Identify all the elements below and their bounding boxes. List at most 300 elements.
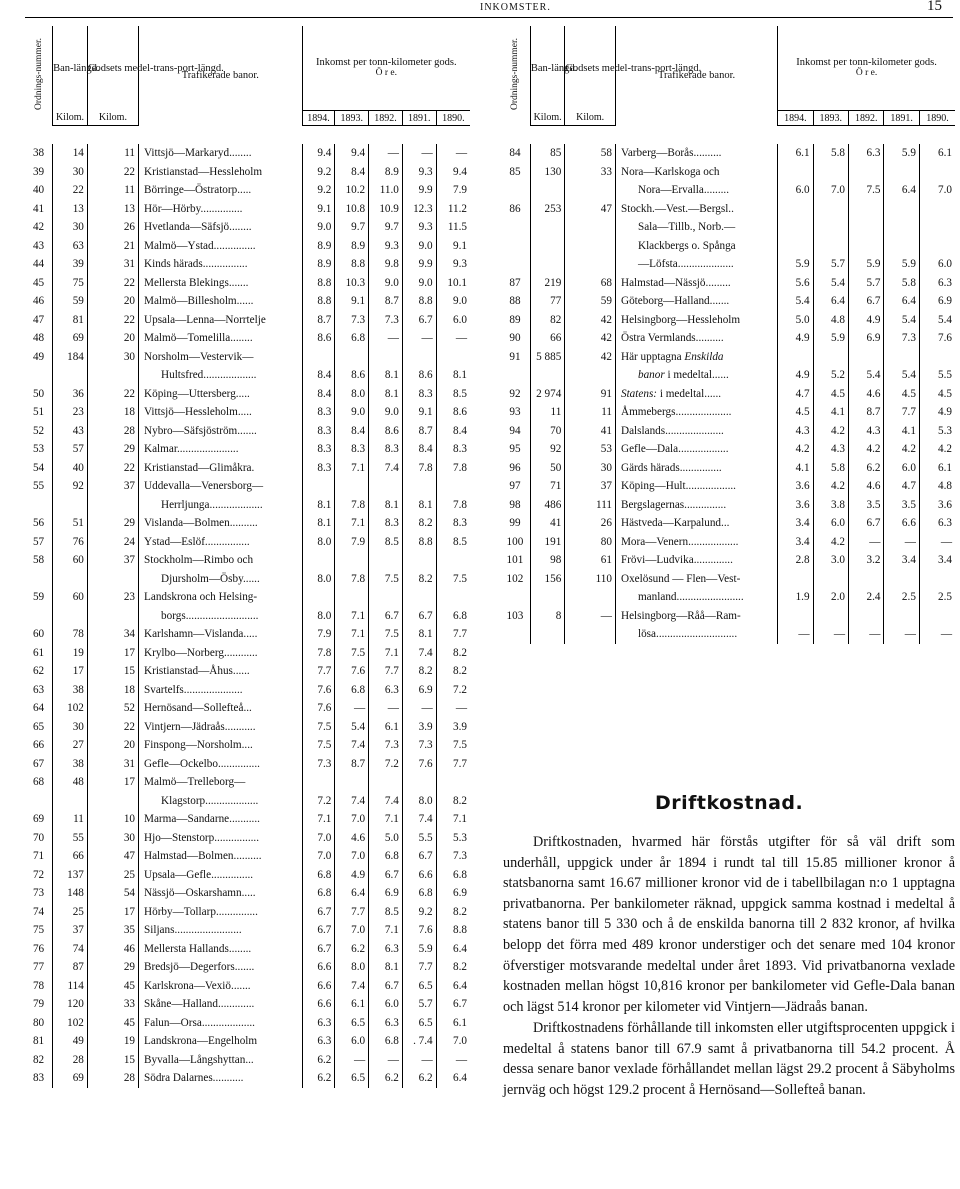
table-row [500, 144, 955, 163]
table-row [25, 440, 470, 459]
row-transport-length: 53 [565, 440, 616, 459]
leader-dots: .......... [695, 332, 724, 344]
row-transport-length: 19 [87, 1032, 138, 1051]
row-value-1893: 9.4 [335, 144, 369, 163]
leader-dots: ................ [214, 831, 259, 844]
leader-dots: ... [721, 517, 730, 529]
railway-name-text: Landskrona och Helsing- [144, 591, 258, 603]
col-inkomst-header: Inkomst per tonn-kilometer gods. Ö r e. [302, 26, 470, 111]
row-transport-length [565, 366, 616, 385]
row-ban-length [53, 496, 88, 515]
row-value-1894: 8.3 [302, 422, 335, 441]
leader-dots: ................... [203, 369, 257, 381]
row-ban-length: 30 [53, 163, 88, 182]
leader-dots: ........ [230, 332, 253, 344]
year-header: 1892. [369, 111, 403, 126]
row-value-1894: 6.0 [778, 181, 813, 200]
row-value-1894: 4.3 [778, 422, 813, 441]
railway-name-text: Hultsfred [161, 369, 204, 381]
row-number: 89 [509, 313, 521, 326]
row-value-1890: 5.5 [919, 366, 955, 385]
row-ban-length [530, 625, 564, 644]
row-railway-name [615, 144, 777, 163]
row-value-1890: — [436, 329, 470, 348]
row-railway-name [139, 237, 303, 256]
row-transport-length [87, 570, 138, 589]
railway-name-text: Kalmar [144, 443, 177, 455]
row-value-1892: 5.9 [849, 255, 884, 274]
row-value-1893: 3.0 [813, 551, 848, 570]
row-transport-length [565, 255, 616, 274]
row-value-1890: 5.3 [919, 422, 955, 441]
row-value-1894: 3.6 [778, 496, 813, 515]
row-value-1890: 8.2 [436, 903, 470, 922]
row-value-1892: 8.7 [849, 403, 884, 422]
table-row [25, 403, 470, 422]
row-value-1892: 8.1 [369, 366, 403, 385]
row-value-1890: 4.2 [919, 440, 955, 459]
railway-name-text: Helsingborg—Hessleholm [620, 313, 741, 326]
railway-name-text: Gärds härads [620, 461, 680, 474]
row-number: 74 [32, 905, 45, 918]
railway-name-text: Nybro—Säfsjöström [144, 424, 238, 437]
row-transport-length [565, 218, 616, 237]
row-value-1891: — [402, 699, 436, 718]
row-railway-name [139, 181, 303, 200]
row-value-1894: 8.0 [302, 533, 335, 552]
row-value-1890 [436, 773, 470, 792]
row-value-1893: 7.1 [335, 625, 369, 644]
row-value-1891: 7.3 [402, 736, 436, 755]
table-row [500, 607, 955, 626]
row-value-1894: 4.9 [778, 366, 813, 385]
row-value-1893: 7.8 [335, 570, 369, 589]
row-railway-name [139, 755, 303, 774]
row-value-1894: 8.9 [302, 255, 335, 274]
row-number: 90 [509, 332, 521, 344]
row-value-1893 [335, 773, 369, 792]
row-railway-name [615, 163, 777, 182]
row-value-1894: 7.3 [302, 755, 335, 774]
row-railway-name [139, 884, 303, 903]
row-number: 97 [509, 480, 521, 492]
row-transport-length: 42 [565, 311, 616, 330]
leader-dots: ............... [213, 239, 256, 252]
railway-name-text: Halmstad—Nässjö [620, 276, 706, 289]
row-value-1894: 8.0 [302, 607, 335, 626]
railway-name-text: Börringe—Östratorp [144, 184, 238, 196]
right-table [500, 26, 955, 644]
railway-name-text: borgs [161, 609, 186, 622]
row-transport-length: 18 [87, 403, 138, 422]
row-value-1893: — [335, 1051, 369, 1070]
row-value-1891: 5.5 [402, 829, 436, 848]
railway-name-text: Malmö—Tomelilla [144, 332, 231, 344]
leader-dots: .................... [677, 258, 734, 270]
table-row [25, 366, 470, 385]
railway-name-text: Klagstorp [161, 794, 206, 807]
table-row [500, 440, 955, 459]
row-ban-length: 43 [53, 422, 88, 441]
railway-name-text: Helsingborg—Råå—Ram- [620, 609, 741, 622]
row-ban-length: 11 [530, 403, 564, 422]
row-value-1891: 6.9 [402, 681, 436, 700]
row-ban-length: 70 [530, 422, 564, 441]
row-value-1893 [813, 237, 848, 256]
table-row [500, 496, 955, 515]
railway-name-text: Gefle—Ockelbo [144, 757, 218, 770]
row-value-1892: 10.9 [369, 200, 403, 219]
row-value-1890: 5.3 [436, 829, 470, 848]
row-railway-name [615, 274, 777, 293]
row-value-1890: 11.2 [436, 200, 470, 219]
row-value-1891: 2.5 [884, 588, 919, 607]
leader-dots: ............... [684, 498, 727, 511]
railway-name-text: Vittsjö—Markaryd [144, 147, 230, 159]
railway-name-text: Köping—Uttersberg [144, 387, 236, 400]
railway-name-text: Herrljunga [161, 498, 210, 511]
table-row [25, 459, 470, 478]
row-value-1893: 8.3 [335, 440, 369, 459]
row-value-1892: 9.0 [369, 403, 403, 422]
row-value-1890: 8.2 [436, 644, 470, 663]
table-row [25, 995, 470, 1014]
row-value-1894: 9.4 [302, 144, 335, 163]
railway-name-text: Göteborg—Halland [620, 295, 710, 307]
table-row [25, 736, 470, 755]
row-ban-length [53, 792, 88, 811]
row-ban-length: 19 [53, 644, 88, 663]
row-transport-length: 22 [87, 274, 138, 293]
italic-word: Enskilda [684, 350, 724, 363]
leader-dots: ......... [703, 184, 730, 196]
row-railway-name [139, 958, 303, 977]
row-ban-length [53, 570, 88, 589]
row-value-1894 [778, 200, 813, 219]
row-value-1893: 6.0 [813, 514, 848, 533]
row-railway-name [139, 163, 303, 182]
row-value-1891: 9.9 [402, 255, 436, 274]
leader-dots: ........... [229, 813, 260, 825]
col-medel-header: Godsets medel-trans-port-längd. [565, 26, 616, 111]
row-value-1890: 8.5 [436, 385, 470, 404]
row-value-1891: 4.7 [884, 477, 919, 496]
row-value-1890: 6.1 [919, 144, 955, 163]
leader-dots: ....... [234, 961, 255, 973]
header-rule [25, 17, 953, 18]
railway-name-text: Gefle—Dala [620, 443, 679, 455]
row-number: 86 [509, 202, 521, 215]
row-transport-length: 25 [87, 866, 138, 885]
row-ban-length: 87 [53, 958, 88, 977]
row-railway-name [615, 348, 777, 367]
table-row [25, 921, 470, 940]
railway-name-text: manland [637, 591, 677, 603]
row-railway-name [139, 644, 303, 663]
row-value-1892: 6.1 [369, 718, 403, 737]
railway-name-text: Oxelösund — Flen—Vest- [620, 572, 741, 585]
row-ban-length: 48 [53, 773, 88, 792]
row-ban-length: 120 [53, 995, 88, 1014]
row-value-1890: 8.2 [436, 662, 470, 681]
row-value-1891: 6.8 [402, 884, 436, 903]
row-transport-length: 30 [87, 829, 138, 848]
row-transport-length: 54 [87, 884, 138, 903]
row-value-1894: 6.8 [302, 866, 335, 885]
row-value-1893: 4.9 [335, 866, 369, 885]
row-value-1891: 3.5 [884, 496, 919, 515]
row-value-1894: 5.0 [778, 311, 813, 330]
row-value-1890: 6.4 [436, 977, 470, 996]
row-value-1891: 6.7 [402, 607, 436, 626]
leader-dots: ..................... [665, 424, 724, 437]
railway-name-text: Hästveda—Karpalund [620, 517, 722, 529]
row-railway-name [139, 292, 303, 311]
row-value-1892: 5.4 [849, 366, 884, 385]
row-value-1892: 6.3 [849, 144, 884, 163]
row-value-1891: 8.3 [402, 385, 436, 404]
kilom-label: Kilom. [530, 111, 564, 126]
row-value-1890: 3.4 [919, 551, 955, 570]
row-transport-length: 33 [87, 995, 138, 1014]
leader-dots: ................... [209, 498, 263, 511]
row-railway-name [139, 440, 303, 459]
row-value-1892: — [849, 533, 884, 552]
row-value-1892: 9.8 [369, 255, 403, 274]
row-ban-length: 60 [53, 588, 88, 607]
leader-dots: ...... [232, 665, 250, 677]
row-value-1894 [302, 551, 335, 570]
row-value-1894: 3.6 [778, 477, 813, 496]
row-transport-length [565, 588, 616, 607]
paragraph-1: Driftkostnaden, hvarmed här förstås utgifter för så väl drift som underhåll, uppgick under år 1894 i rundt tal till 15.85 millioner kronor å statsbanorna samt 16.67 millioner kronor vid de i tabellbilagan n:o 1 upptagna privatbanorna. Per bankilometer räknad, uppgick samma kostnad i medeltal å statens banor till 5 330 och å de enskilda banorna till 2 832 kronor, af hvilka belopp det förra med 489 kronor understiger och det senare med 104 kronor öfverstiger motsvarande medeltal under året 1893. Vid privatbanorna vexlade kostnaden mellan högst 10,816 kronor per bankilometer vid Gefle-Dala banan och lägst 514 kronor per kilometer vid Vintjern—Jädraås banan. [503, 834, 955, 1015]
row-number: 48 [32, 332, 45, 344]
row-value-1892: 5.7 [849, 274, 884, 293]
row-value-1890: — [436, 144, 470, 163]
row-ban-length: 253 [530, 200, 564, 219]
row-ban-length: 76 [53, 533, 88, 552]
row-value-1893: 8.8 [335, 255, 369, 274]
year-header: 1894. [302, 111, 335, 126]
row-value-1891: 8.1 [402, 496, 436, 515]
row-railway-name [615, 570, 777, 589]
railway-name-text: Malmö—Ystad [144, 239, 214, 252]
railway-name-text: Marma—Sandarne [144, 813, 230, 825]
row-value-1890: 4.5 [919, 385, 955, 404]
row-value-1890: 9.0 [436, 292, 470, 311]
row-transport-length: 29 [87, 440, 138, 459]
row-value-1894: 9.0 [302, 218, 335, 237]
table-row [500, 218, 955, 237]
row-ban-length: 41 [530, 514, 564, 533]
row-transport-length: 20 [87, 329, 138, 348]
row-value-1890: — [436, 699, 470, 718]
railway-name-text: Stockholm—Rimbo och [144, 554, 254, 566]
row-value-1894: 1.9 [778, 588, 813, 607]
year-header: 1891. [884, 111, 919, 126]
table-row [25, 311, 470, 330]
row-railway-name [139, 940, 303, 959]
row-ban-length: 55 [53, 829, 88, 848]
row-value-1894: 7.9 [302, 625, 335, 644]
row-value-1890: 8.2 [436, 792, 470, 811]
row-number: 38 [32, 147, 45, 159]
row-value-1892: 8.3 [369, 514, 403, 533]
row-value-1892: 6.3 [369, 1014, 403, 1033]
table-row [25, 662, 470, 681]
leader-dots: ....... [228, 276, 249, 289]
table-row [500, 625, 955, 644]
row-transport-length: 111 [565, 496, 616, 515]
leader-dots: ................ [204, 535, 250, 548]
table-row [500, 292, 955, 311]
row-value-1892: 8.5 [369, 533, 403, 552]
leader-dots: .......... [229, 517, 258, 529]
table-row [500, 459, 955, 478]
row-ban-length: 2 974 [530, 385, 564, 404]
table-row [25, 1051, 470, 1070]
railway-name-text: Stockh.—Vest.—Bergsl.. [620, 202, 734, 215]
row-value-1893: 4.1 [813, 403, 848, 422]
row-value-1893 [335, 348, 369, 367]
row-value-1890: 7.8 [436, 459, 470, 478]
row-value-1893: 8.4 [335, 163, 369, 182]
row-railway-name [615, 588, 777, 607]
row-transport-length: 29 [87, 514, 138, 533]
railway-name-text: Nora—Ervalla [637, 184, 704, 196]
row-transport-length: 47 [87, 847, 138, 866]
table-row [500, 200, 955, 219]
railway-name-text: Sala—Tillb., Norb.— [637, 221, 736, 233]
row-value-1890 [436, 551, 470, 570]
row-value-1892: 5.0 [369, 829, 403, 848]
leader-dots: .......... [693, 147, 722, 159]
row-number [500, 366, 530, 385]
row-ban-length: 50 [530, 459, 564, 478]
row-transport-length: 17 [87, 773, 138, 792]
row-number: 83 [32, 1072, 45, 1084]
row-value-1891 [884, 237, 919, 256]
railway-name-text: lösa [637, 628, 657, 640]
row-railway-name [615, 366, 777, 385]
row-railway-name [139, 718, 303, 737]
row-value-1894: 5.6 [778, 274, 813, 293]
paragraph-2: Driftkostnadens förhållande till inkomsten eller utgiftsprocenten uppgick i medeltal å statens banor till 67.9 samt å privatbanorna till 54.2 procent. Å dessa senare banor vexlade förhållandet mellan lägst 29.2 procent å Säbyholms jernväg och högst 129.2 procent å Hernösand—Sollefteå banan. [503, 1020, 955, 1098]
row-ban-length: 37 [53, 921, 88, 940]
leader-dots: ...... [711, 369, 729, 381]
row-number: 54 [32, 461, 45, 474]
row-transport-length: 29 [87, 958, 138, 977]
row-value-1890: 8.6 [436, 403, 470, 422]
row-transport-length: 23 [87, 588, 138, 607]
table-row [500, 311, 955, 330]
row-value-1893: 6.8 [335, 329, 369, 348]
row-transport-length: 22 [87, 311, 138, 330]
row-value-1891: . 7.4 [402, 1032, 436, 1051]
row-railway-name [139, 385, 303, 404]
row-value-1890: 7.2 [436, 681, 470, 700]
row-value-1894: 2.8 [778, 551, 813, 570]
row-transport-length: 10 [87, 810, 138, 829]
table-row [500, 181, 955, 200]
row-value-1893: 6.4 [335, 884, 369, 903]
row-value-1890: 6.4 [436, 940, 470, 959]
table-row [25, 810, 470, 829]
leader-dots: .................. [688, 535, 739, 548]
row-value-1890: — [436, 1051, 470, 1070]
row-value-1891 [884, 163, 919, 182]
railway-name-text: Östra Vermlands [620, 332, 696, 344]
italic-word: Statens: [620, 387, 658, 400]
row-value-1893: 3.8 [813, 496, 848, 515]
row-transport-length: 52 [87, 699, 138, 718]
row-value-1892: 7.4 [369, 792, 403, 811]
railway-name-text: Malmö—Billesholm [144, 295, 237, 307]
row-number: 94 [509, 424, 521, 437]
row-value-1891: 8.7 [402, 422, 436, 441]
row-number: 70 [32, 831, 45, 844]
row-value-1892: 6.9 [369, 884, 403, 903]
row-value-1893: 4.3 [813, 440, 848, 459]
row-transport-length: 37 [87, 477, 138, 496]
row-value-1891: — [884, 533, 919, 552]
row-value-1893: 7.0 [335, 810, 369, 829]
row-value-1891: 9.9 [402, 181, 436, 200]
railway-name-text: Nora—Karlskoga och [620, 165, 720, 178]
row-value-1893: — [335, 699, 369, 718]
row-value-1894: 6.3 [302, 1014, 335, 1033]
row-value-1892: 8.5 [369, 903, 403, 922]
table-row [25, 181, 470, 200]
leader-dots: ............. [217, 998, 255, 1010]
row-value-1893: 6.8 [335, 681, 369, 700]
row-value-1892: 8.3 [369, 440, 403, 459]
row-value-1894: 8.4 [302, 366, 335, 385]
railway-name-text: banor i medeltal [637, 369, 712, 381]
row-value-1892 [849, 237, 884, 256]
row-transport-length: 110 [565, 570, 616, 589]
row-transport-length: 80 [565, 533, 616, 552]
railway-name-text: Här upptagna Enskilda [620, 350, 724, 363]
table-row [25, 847, 470, 866]
row-number: 68 [32, 776, 45, 788]
row-ban-length: 69 [53, 329, 88, 348]
row-number: 41 [32, 202, 45, 215]
row-number: 92 [509, 387, 521, 400]
row-value-1892: 7.3 [369, 736, 403, 755]
row-transport-length: 20 [87, 736, 138, 755]
row-value-1891: — [884, 625, 919, 644]
row-number: 63 [32, 683, 45, 696]
row-value-1890: 8.4 [436, 422, 470, 441]
row-value-1893: 10.8 [335, 200, 369, 219]
row-railway-name [615, 477, 777, 496]
row-value-1890: 7.1 [436, 810, 470, 829]
left-table [25, 26, 470, 1088]
row-value-1891: 8.2 [402, 570, 436, 589]
railway-name-text: Södra Dalarnes [144, 1072, 213, 1084]
row-value-1891 [402, 477, 436, 496]
row-ban-length: 98 [530, 551, 564, 570]
row-number: 93 [509, 406, 521, 418]
row-number [25, 792, 53, 811]
row-number: 84 [509, 147, 521, 159]
row-ban-length: 191 [530, 533, 564, 552]
row-value-1894: — [778, 625, 813, 644]
leader-dots: ........ [229, 221, 252, 233]
row-number: 99 [509, 517, 521, 529]
row-value-1891: 5.9 [884, 255, 919, 274]
